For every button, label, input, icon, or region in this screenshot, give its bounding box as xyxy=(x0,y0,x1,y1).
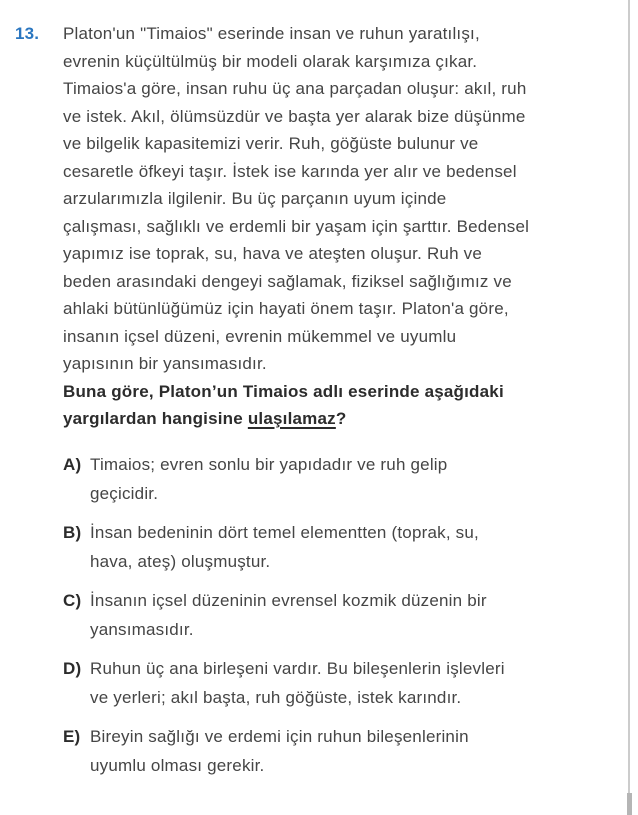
option-line: ve yerleri; akıl başta, ruh göğüste, istek karındır. xyxy=(90,687,462,707)
option-c xyxy=(63,586,620,644)
question-stem xyxy=(63,378,620,433)
stem-line2-prefix: yargılardan hangisine xyxy=(63,409,248,428)
option-d-letter: D) xyxy=(63,658,82,678)
option-line: hava, ateş) oluşmuştur. xyxy=(90,551,271,571)
passage-line: yapımız ise toprak, su, hava ve ateşten oluşur. Ruh ve xyxy=(63,244,483,263)
passage xyxy=(63,20,620,378)
option-b xyxy=(63,518,620,576)
passage-line: ahlaki bütünlüğümüz için hayati önem taşır. Platon'a göre, xyxy=(63,299,509,318)
option-line: uyumlu olması gerekir. xyxy=(90,755,265,775)
passage-line: insanın içsel düzeni, evrenin mükemmel ve uyumlu xyxy=(63,326,457,346)
stem-line-2 xyxy=(63,405,620,433)
passage-line: beden arasındaki dengeyi sağlamak, fiziksel sağlığımız ve xyxy=(63,271,512,291)
option-e xyxy=(63,722,620,780)
stem-underlined-word: ulaşılamaz xyxy=(247,409,336,428)
option-line: Bireyin sağlığı ve erdemi için ruhun bileşenlerinin xyxy=(90,726,469,746)
option-a-letter: A) xyxy=(63,454,82,474)
option-line: yansımasıdır. xyxy=(90,619,194,639)
passage-line: ve bilgelik kapasitemizi verir. Ruh, göğüste bulunur ve xyxy=(63,134,479,153)
option-b-letter: B) xyxy=(63,522,82,542)
passage-line: evrenin küçültülmüş bir modeli olarak karşımıza çıkar. xyxy=(63,51,478,71)
option-c-text xyxy=(90,586,620,644)
question-number: 13. xyxy=(15,24,40,43)
passage-line: ve istek. Akıl, ölümsüzdür ve başta yer alarak bize düşünme xyxy=(63,106,526,126)
option-line: Ruhun üç ana birleşeni vardır. Bu bileşenlerin işlevleri xyxy=(90,658,505,678)
passage-line: çalışması, sağlıklı ve erdemli bir yaşam için şarttır. Bedensel xyxy=(63,216,530,236)
option-a xyxy=(63,450,620,508)
question-block xyxy=(15,20,620,790)
option-b-text xyxy=(90,518,620,576)
question-body xyxy=(63,20,620,790)
option-e-letter: E) xyxy=(63,726,81,746)
option-line: Timaios; evren sonlu bir yapıdadır ve ruh gelip xyxy=(90,454,448,474)
passage-line: Platon'un "Timaios" eserinde insan ve ruhun yaratılışı, xyxy=(63,24,480,43)
options-list xyxy=(63,450,620,780)
option-line: İnsan bedeninin dört temel elementten (toprak, su, xyxy=(90,522,479,542)
passage-line: cesaretle öfkeyi taşır. İstek ise karında yer alır ve bedensel xyxy=(63,161,517,181)
stem-question-mark: ? xyxy=(335,409,347,428)
option-d xyxy=(63,654,620,712)
option-line: geçicidir. xyxy=(90,483,159,503)
option-d-text xyxy=(90,654,620,712)
option-a-text xyxy=(90,450,620,508)
option-c-letter: C) xyxy=(63,590,82,610)
passage-line: arzularımızla ilgilenir. Bu üç parçanın uyum içinde xyxy=(63,189,447,208)
option-e-text xyxy=(90,722,620,780)
page-edge-mark xyxy=(627,793,632,815)
passage-line: yapısının bir yansımasıdır. xyxy=(63,354,267,373)
page-edge-line xyxy=(628,0,630,815)
passage-line: Timaios'a göre, insan ruhu üç ana parçadan oluşur: akıl, ruh xyxy=(63,79,527,98)
stem-line-1: Buna göre, Platon’un Timaios adlı eserinde aşağıdaki xyxy=(63,381,504,401)
option-line: İnsanın içsel düzeninin evrensel kozmik düzenin bir xyxy=(90,590,487,610)
